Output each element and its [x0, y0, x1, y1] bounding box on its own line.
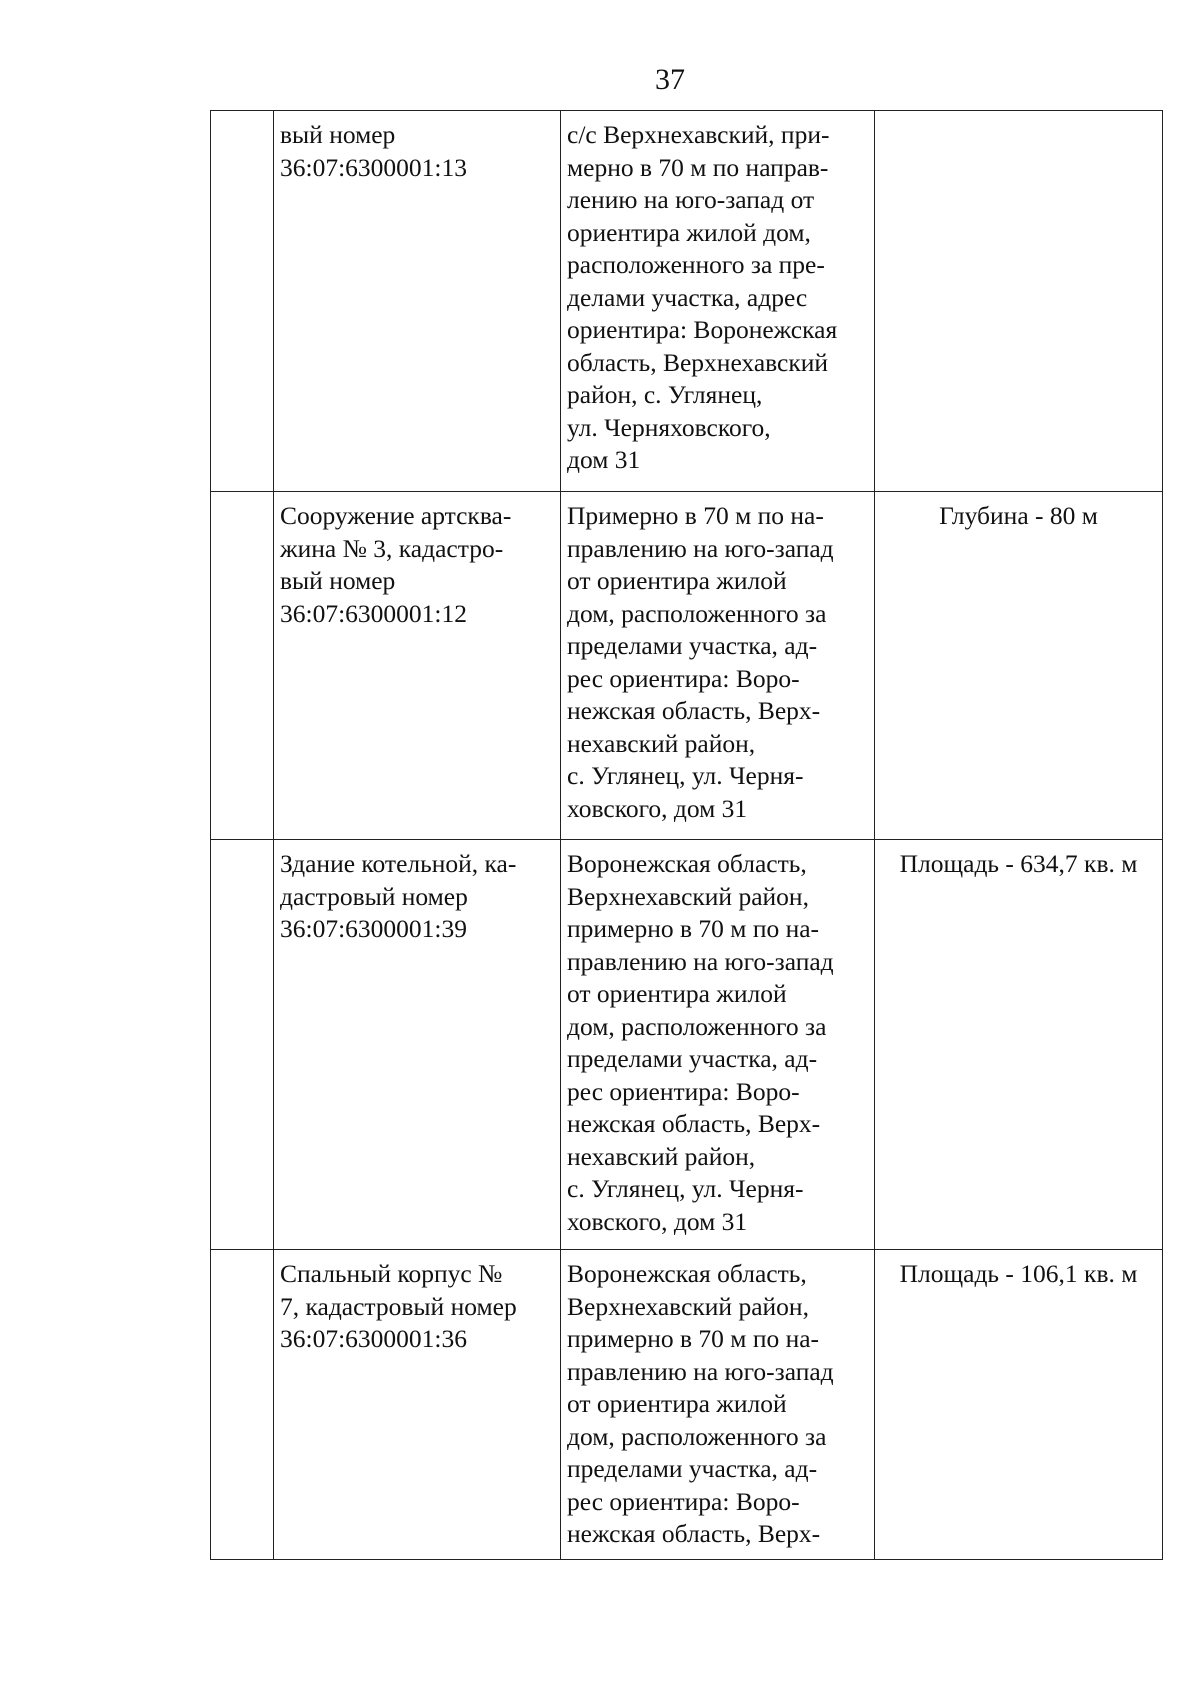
object-name-cell: Сооружение артсква- жина № 3, кадастро- вый номер 36:07:6300001:12	[274, 492, 561, 840]
address-cell: Примерно в 70 м по на- правлению на юго-запад от ориентира жилой дом, расположенного за пределами участка, ад- рес ориентира: Воро- нежская область, Верх- нехавский район, с. Углянец, ул. Черня- ховского, дом 31	[561, 492, 875, 840]
row-number-cell	[211, 1250, 274, 1560]
row-number-cell	[211, 111, 274, 492]
object-name-cell: Здание котельной, ка- дастровый номер 36:07:6300001:39	[274, 840, 561, 1250]
table-row	[211, 492, 1163, 840]
address-cell: с/с Верхнехавский, при- мерно в 70 м по направ- лению на юго-запад от ориентира жилой дом, расположенного за пре- делами участка, адрес ориентира: Воронежская область, Верхнехавский район, с. Углянец, ул. Черняховского, дом 31	[561, 111, 875, 492]
table-row	[211, 840, 1163, 1250]
characteristic-cell: Глубина - 80 м	[875, 492, 1163, 840]
table-row	[211, 111, 1163, 492]
characteristic-cell: Площадь - 106,1 кв. м	[875, 1250, 1163, 1560]
characteristic-cell: Площадь - 634,7 кв. м	[875, 840, 1163, 1250]
table-row	[211, 1250, 1163, 1560]
row-number-cell	[211, 840, 274, 1250]
address-cell: Воронежская область, Верхнехавский район, примерно в 70 м по на- правлению на юго-запад от ориентира жилой дом, расположенного за пределами участка, ад- рес ориентира: Воро- нежская область, Верх-	[561, 1250, 875, 1560]
address-cell: Воронежская область, Верхнехавский район, примерно в 70 м по на- правлению на юго-запад от ориентира жилой дом, расположенного за пределами участка, ад- рес ориентира: Воро- нежская область, Верх- нехавский район, с. Углянец, ул. Черня- ховского, дом 31	[561, 840, 875, 1250]
characteristic-cell	[875, 111, 1163, 492]
object-name-cell: Спальный корпус № 7, кадастровый номер 36:07:6300001:36	[274, 1250, 561, 1560]
page-number: 37	[655, 63, 685, 96]
property-table	[210, 110, 1163, 1560]
row-number-cell	[211, 492, 274, 840]
object-name-cell: вый номер 36:07:6300001:13	[274, 111, 561, 492]
